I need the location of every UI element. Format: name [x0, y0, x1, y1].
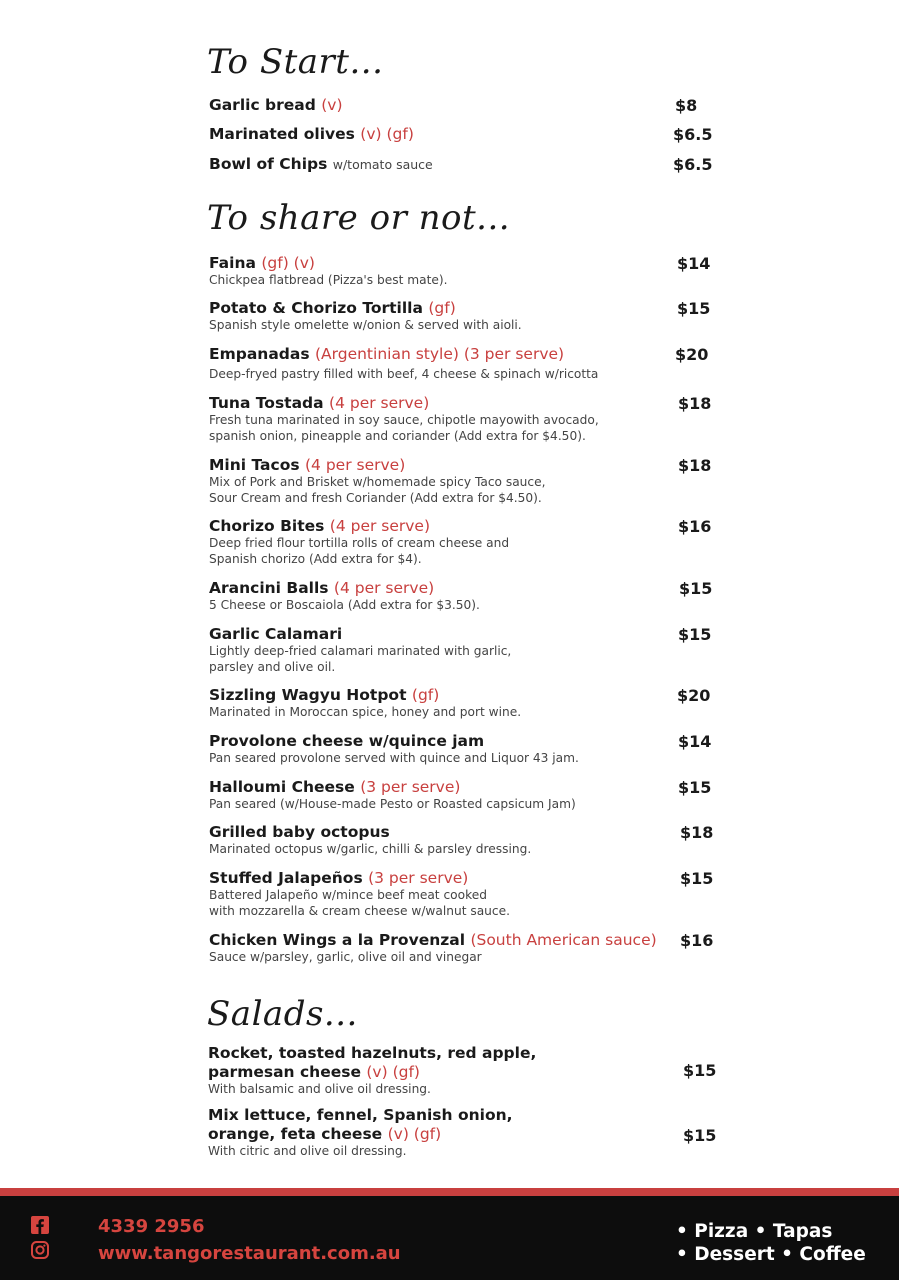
item-price: $18: [678, 394, 712, 413]
item-price: $15: [677, 299, 711, 318]
menu-item: [209, 96, 719, 115]
footer-tagline-line2: • Dessert • Coffee: [676, 1244, 866, 1265]
item-name: Garlic Calamari: [209, 625, 343, 643]
item-tag: (gf): [428, 299, 456, 317]
section-title-salads: Salads...: [207, 994, 358, 1034]
item-description: Marinated in Moroccan spice, honey and port wine.: [209, 705, 522, 719]
item-price: $16: [680, 931, 714, 950]
item-tag: (v) (gf): [360, 125, 414, 143]
item-price: $6.5: [673, 125, 713, 144]
item-price: $15: [678, 778, 712, 797]
instagram-icon[interactable]: [31, 1241, 49, 1259]
item-price: $15: [683, 1061, 717, 1080]
item-name: Provolone cheese w/quince jam: [209, 732, 485, 750]
item-tag: (gf) (v): [261, 254, 315, 272]
item-name: Sizzling Wagyu Hotpot: [209, 686, 407, 704]
item-description: Pan seared provolone served with quince and Liquor 43 jam.: [209, 751, 579, 765]
item-tag: (4 per serve): [333, 579, 435, 597]
menu-item: [209, 579, 719, 614]
item-name: Garlic bread: [209, 96, 316, 114]
footer: [0, 1196, 899, 1280]
item-price: $18: [678, 456, 712, 475]
item-tag: (South American sauce): [470, 931, 657, 949]
item-description: Mix of Pork and Brisket w/homemade spicy Taco sauce, Sour Cream and fresh Coriander (Add extra for $4.50).: [209, 475, 546, 505]
item-name: Mini Tacos: [209, 456, 300, 474]
item-description: Lightly deep-fried calamari marinated with garlic, parsley and olive oil.: [209, 644, 512, 674]
item-description: Fresh tuna marinated in soy sauce, chipotle mayowith avocado, spanish onion, pineapple and coriander (Add extra for $4.50).: [209, 413, 599, 443]
item-description: Deep fried flour tortilla rolls of cream cheese and Spanish chorizo (Add extra for $4).: [209, 536, 510, 566]
item-tag: (Argentinian style) (3 per serve): [314, 345, 565, 363]
item-tag: (4 per serve): [329, 394, 430, 412]
item-name: Marinated olives: [209, 125, 355, 143]
menu-item: [209, 823, 719, 858]
item-tag: (3 per serve): [368, 869, 469, 887]
menu-item: [209, 686, 719, 721]
item-description: 5 Cheese or Boscaiola (Add extra for $3.50).: [209, 598, 480, 612]
item-tag: (4 per serve): [304, 456, 406, 474]
item-price: $18: [680, 823, 714, 842]
menu-item: [209, 931, 719, 966]
menu-item: [209, 254, 719, 289]
item-name: Rocket, toasted hazelnuts, red apple,: [208, 1044, 537, 1062]
item-price: $14: [678, 732, 712, 751]
item-tag: (4 per serve): [329, 517, 431, 535]
item-description: Chickpea flatbread (Pizza's best mate).: [209, 273, 448, 287]
item-price: $16: [678, 517, 712, 536]
item-description: Pan seared (w/House-made Pesto or Roasted capsicum Jam): [209, 797, 576, 811]
menu-item: [209, 394, 719, 444]
item-price: $8: [675, 96, 698, 115]
menu-item: [209, 155, 719, 174]
menu-item: [208, 1106, 718, 1160]
item-name: Chicken Wings a la Provenzal: [209, 931, 466, 949]
item-description: With balsamic and olive oil dressing.: [208, 1082, 431, 1096]
item-price: $15: [680, 869, 714, 888]
section-title-share: To share or not...: [207, 198, 511, 238]
item-price: $6.5: [673, 155, 713, 174]
menu-item: [209, 778, 719, 813]
item-tag: (v) (gf): [387, 1125, 442, 1143]
footer-accent-strip: [0, 1188, 899, 1196]
section-title-start: To Start...: [207, 42, 384, 82]
item-price: $15: [679, 579, 713, 598]
item-description: Marinated octopus w/garlic, chilli & parsley dressing.: [209, 842, 532, 856]
menu-item: [208, 1044, 718, 1098]
item-price: $20: [677, 686, 711, 705]
menu-item: [209, 299, 719, 334]
item-name: Bowl of Chips: [209, 155, 328, 173]
item-price: $15: [678, 625, 712, 644]
item-description: With citric and olive oil dressing.: [208, 1144, 407, 1158]
item-tag: (3 per serve): [360, 778, 461, 796]
item-name: Chorizo Bites: [209, 517, 325, 535]
menu-item: [209, 345, 719, 383]
item-description: Sauce w/parsley, garlic, olive oil and vinegar: [209, 950, 482, 964]
item-name: parmesan cheese: [208, 1063, 361, 1081]
menu-item: [209, 517, 719, 567]
item-description: Battered Jalapeño w/mince beef meat cooked with mozzarella & cream cheese w/walnut sauce.: [209, 888, 510, 918]
item-name: Potato & Chorizo Tortilla: [209, 299, 423, 317]
menu-item: [209, 869, 719, 919]
item-name: Arancini Balls: [209, 579, 329, 597]
item-name: Stuffed Jalapeños: [209, 869, 363, 887]
item-name: Halloumi Cheese: [209, 778, 355, 796]
item-name: Mix lettuce, fennel, Spanish onion,: [208, 1106, 513, 1124]
menu-item: [209, 456, 719, 506]
menu-item: [209, 625, 719, 675]
item-tag: (gf): [411, 686, 440, 704]
footer-tagline-line1: • Pizza • Tapas: [676, 1221, 833, 1242]
facebook-icon[interactable]: [31, 1216, 49, 1234]
item-name: Empanadas: [209, 345, 310, 363]
menu-item: [209, 732, 719, 767]
item-name: orange, feta cheese: [208, 1125, 383, 1143]
menu-item: [209, 125, 719, 144]
item-price: $14: [677, 254, 711, 273]
item-name: Faina: [209, 254, 256, 272]
item-name: Grilled baby octopus: [209, 823, 390, 841]
website-link[interactable]: www.tangorestaurant.com.au: [98, 1243, 401, 1264]
phone-number[interactable]: 4339 2956: [98, 1216, 205, 1237]
item-price: $15: [683, 1126, 717, 1145]
item-description: Spanish style omelette w/onion & served with aioli.: [209, 318, 522, 332]
item-tag: (v) (gf): [366, 1063, 420, 1081]
item-name: Tuna Tostada: [209, 394, 324, 412]
item-price: $20: [675, 345, 709, 364]
item-note: w/tomato sauce: [332, 157, 433, 172]
item-description: Deep-fryed pastry filled with beef, 4 cheese & spinach w/ricotta: [209, 367, 599, 381]
item-tag: (v): [321, 96, 343, 114]
